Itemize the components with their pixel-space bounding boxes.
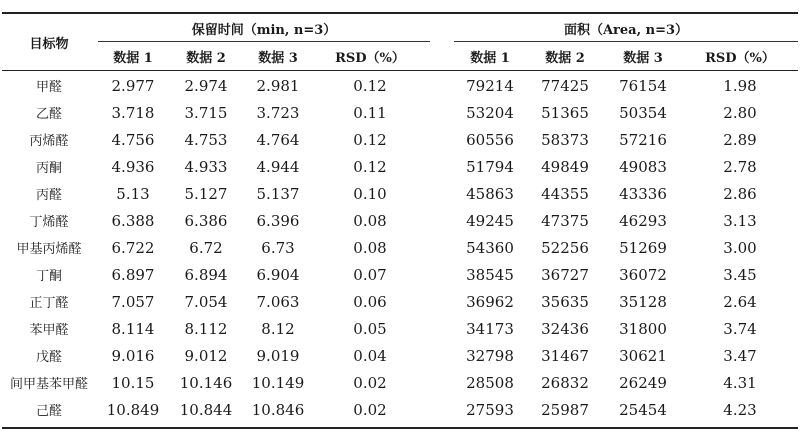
table-cell: 6.904 xyxy=(256,265,300,284)
table-cell: 54360 xyxy=(466,238,514,257)
table-cell: 0.12 xyxy=(353,130,387,149)
table-cell: 5.127 xyxy=(184,184,228,203)
table-cell: 10.149 xyxy=(251,373,305,392)
table-cell: 8.114 xyxy=(111,319,155,338)
sub-header-6: 数据 2 xyxy=(545,51,585,66)
table-cell: 49849 xyxy=(541,157,589,176)
row-name: 甲基丙烯醛 xyxy=(16,242,82,257)
sub-header-5: 数据 1 xyxy=(470,51,510,66)
table-cell: 0.02 xyxy=(353,373,387,392)
header-bottom-rule xyxy=(2,70,798,71)
table-cell: 10.846 xyxy=(251,400,305,419)
table-cell: 51794 xyxy=(466,157,514,176)
table-cell: 77425 xyxy=(541,76,589,95)
table-cell: 36727 xyxy=(541,265,589,284)
table-cell: 35128 xyxy=(619,292,667,311)
table-cell: 0.08 xyxy=(353,238,387,257)
table-cell: 6.73 xyxy=(261,238,295,257)
table-cell: 79214 xyxy=(466,76,514,95)
table-cell: 0.07 xyxy=(353,265,387,284)
table-cell: 10.146 xyxy=(179,373,233,392)
sub-header-8: RSD（%） xyxy=(705,51,775,66)
table-cell: 10.849 xyxy=(106,400,160,419)
table-cell: 31800 xyxy=(619,319,667,338)
row-name: 间甲基苯甲醛 xyxy=(9,377,88,392)
table-cell: 6.722 xyxy=(111,238,155,257)
table-cell: 0.12 xyxy=(353,76,387,95)
bottom-rule xyxy=(2,427,798,429)
table-cell: 0.08 xyxy=(353,211,387,230)
table-cell: 31467 xyxy=(541,346,589,365)
sub-header-7: 数据 3 xyxy=(623,51,663,66)
table-cell: 4.933 xyxy=(184,157,228,176)
row-name: 己醛 xyxy=(35,404,62,419)
table-cell: 26832 xyxy=(541,373,589,392)
table-cell: 6.388 xyxy=(111,211,155,230)
table-cell: 35635 xyxy=(541,292,589,311)
table-cell: 2.977 xyxy=(111,76,155,95)
table-cell: 25454 xyxy=(619,400,667,419)
table-cell: 4.764 xyxy=(256,130,300,149)
table-cell: 9.019 xyxy=(256,346,300,365)
table-cell: 9.012 xyxy=(184,346,228,365)
table-cell: 6.72 xyxy=(189,238,223,257)
table-cell: 4.944 xyxy=(256,157,300,176)
table-cell: 28508 xyxy=(466,373,514,392)
group-rule-retention xyxy=(98,41,430,42)
table-cell: 3.723 xyxy=(256,103,300,122)
sub-header-4: RSD（%） xyxy=(335,51,405,66)
table-cell: 60556 xyxy=(466,130,514,149)
row-name: 丙醛 xyxy=(35,188,62,203)
row-name: 戊醛 xyxy=(35,350,62,365)
row-name: 丁酮 xyxy=(35,269,62,284)
row-name: 丁烯醛 xyxy=(29,215,69,230)
table-cell: 52256 xyxy=(541,238,589,257)
table-cell: 6.386 xyxy=(184,211,228,230)
group-rule-area xyxy=(454,41,798,42)
table-cell: 50354 xyxy=(619,103,667,122)
row-name: 丙酮 xyxy=(35,161,62,176)
table-cell: 30621 xyxy=(619,346,667,365)
table-cell: 4.756 xyxy=(111,130,155,149)
table-cell: 34173 xyxy=(466,319,514,338)
table-cell: 0.02 xyxy=(353,400,387,419)
table-cell: 2.89 xyxy=(723,130,757,149)
table-cell: 3.00 xyxy=(723,238,757,257)
table-cell: 4.23 xyxy=(723,400,757,419)
table-cell: 3.45 xyxy=(723,265,757,284)
table-cell: 3.715 xyxy=(184,103,228,122)
row-name: 正丁醛 xyxy=(29,296,69,311)
table-cell: 57216 xyxy=(619,130,667,149)
table-cell: 7.054 xyxy=(184,292,228,311)
table-cell: 46293 xyxy=(619,211,667,230)
table-cell: 36072 xyxy=(619,265,667,284)
table-cell: 0.04 xyxy=(353,346,387,365)
table-cell: 32436 xyxy=(541,319,589,338)
table-cell: 38545 xyxy=(466,265,514,284)
table-cell: 26249 xyxy=(619,373,667,392)
row-name: 甲醛 xyxy=(35,80,62,95)
table-cell: 43336 xyxy=(619,184,667,203)
table-cell: 49245 xyxy=(466,211,514,230)
table-cell: 5.13 xyxy=(116,184,150,203)
table-cell: 44355 xyxy=(541,184,589,203)
table-cell: 2.80 xyxy=(723,103,757,122)
sub-header-3: 数据 3 xyxy=(258,51,298,66)
table-cell: 2.64 xyxy=(723,292,757,311)
table-cell: 8.112 xyxy=(184,319,228,338)
table-cell: 8.12 xyxy=(261,319,295,338)
table-cell: 3.13 xyxy=(723,211,757,230)
table-cell: 0.12 xyxy=(353,157,387,176)
table-cell: 27593 xyxy=(466,400,514,419)
table-cell: 0.05 xyxy=(353,319,387,338)
table-cell: 10.844 xyxy=(179,400,233,419)
table-cell: 6.897 xyxy=(111,265,155,284)
sub-header-2: 数据 2 xyxy=(186,51,226,66)
table-cell: 7.057 xyxy=(111,292,155,311)
table-cell: 2.78 xyxy=(723,157,757,176)
table-cell: 3.74 xyxy=(723,319,757,338)
table-cell: 6.894 xyxy=(184,265,228,284)
table-cell: 2.86 xyxy=(723,184,757,203)
row-name: 乙醛 xyxy=(35,107,62,122)
table-cell: 10.15 xyxy=(111,373,155,392)
table-cell: 2.974 xyxy=(184,76,228,95)
row-name: 丙烯醛 xyxy=(29,134,69,149)
table-cell: 76154 xyxy=(619,76,667,95)
table-cell: 51269 xyxy=(619,238,667,257)
table-cell: 0.11 xyxy=(353,103,387,122)
table-cell: 3.47 xyxy=(723,346,757,365)
table-cell: 3.718 xyxy=(111,103,155,122)
table-cell: 4.31 xyxy=(723,373,757,392)
table-cell: 1.98 xyxy=(723,76,757,95)
table-cell: 9.016 xyxy=(111,346,155,365)
table-cell: 47375 xyxy=(541,211,589,230)
table-cell: 6.396 xyxy=(256,211,300,230)
sub-header-1: 数据 1 xyxy=(113,51,153,66)
table-cell: 51365 xyxy=(541,103,589,122)
table-cell: 5.137 xyxy=(256,184,300,203)
table-cell: 36962 xyxy=(466,292,514,311)
table-cell: 58373 xyxy=(541,130,589,149)
table-cell: 53204 xyxy=(466,103,514,122)
table-cell: 4.753 xyxy=(184,130,228,149)
header-area: 面积（Area, n=3） xyxy=(563,22,689,38)
row-name: 苯甲醛 xyxy=(29,323,69,338)
table-cell: 25987 xyxy=(541,400,589,419)
table-cell: 4.936 xyxy=(111,157,155,176)
table-cell: 7.063 xyxy=(256,292,300,311)
header-target: 目标物 xyxy=(29,36,69,52)
table-cell: 45863 xyxy=(466,184,514,203)
table-cell: 2.981 xyxy=(256,76,300,95)
table-cell: 0.06 xyxy=(353,292,387,311)
header-retention-time: 保留时间（min, n=3） xyxy=(191,22,337,38)
table-cell: 32798 xyxy=(466,346,514,365)
table-cell: 0.10 xyxy=(353,184,387,203)
table-cell: 49083 xyxy=(619,157,667,176)
